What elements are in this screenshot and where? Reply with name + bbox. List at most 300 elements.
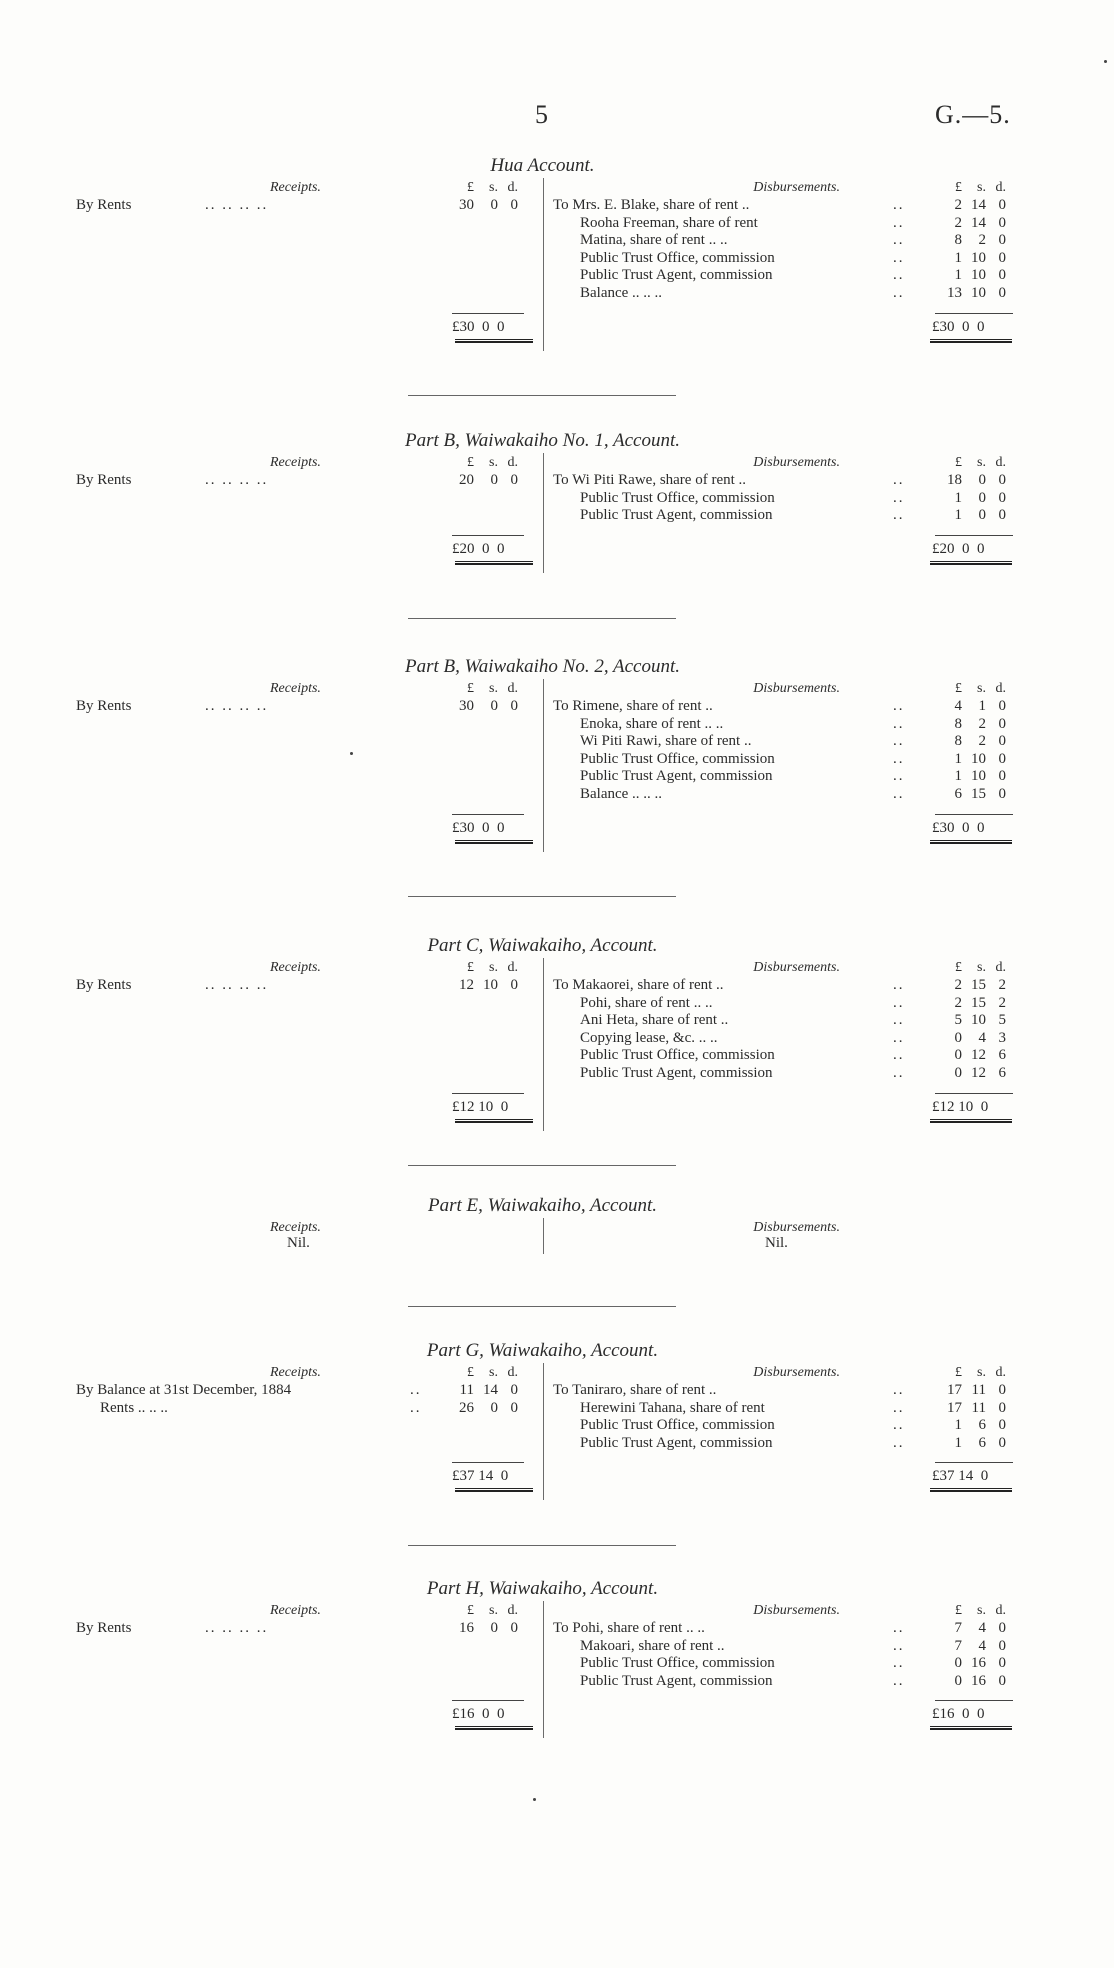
disbursement-leader-dots: .. (893, 1399, 905, 1416)
disbursement-label: To Pohi, share of rent .. .. (553, 1620, 705, 1636)
disbursements-heading: Disbursements. (753, 1603, 840, 1618)
disbursement-amount (940, 215, 1006, 232)
pence-cell: 6 (998, 1065, 1006, 1081)
receipts-heading: Receipts. (270, 455, 321, 470)
shillings-cell: s. (977, 180, 986, 195)
pounds-cell: £ (955, 180, 962, 195)
pounds-cell: 8 (954, 232, 962, 249)
disbursement-leader-dots: .. (893, 214, 905, 231)
pence-cell: d. (507, 960, 518, 975)
pence-cell: 0 (998, 1620, 1006, 1636)
disbursement-leader-dots: .. (893, 994, 905, 1011)
print-speck (350, 752, 353, 755)
disbursement-amount (940, 267, 1006, 284)
disbursement-leader-dots: .. (893, 1382, 905, 1398)
pounds-cell: 1 (954, 1434, 962, 1451)
disbursement-amount (940, 285, 1006, 302)
column-divider (543, 453, 544, 573)
account-title: Hua Account. (490, 155, 595, 176)
pounds-cell: 18 (947, 472, 962, 488)
disbursement-leader-dots: .. (893, 977, 905, 993)
receipt-leader-dots: .. .. .. .. (205, 1620, 269, 1636)
receipts-heading: Receipts. (270, 681, 321, 696)
receipt-leader-dots: .. .. .. .. (205, 197, 269, 213)
disbursement-leader-dots: .. (893, 1637, 905, 1654)
column-divider (543, 1218, 544, 1254)
disbursement-leader-dots: .. (893, 1047, 905, 1064)
receipts-heading: Receipts. (270, 1603, 321, 1618)
disbursements-total: £20 0 0 (932, 540, 985, 557)
shillings-cell: s. (489, 681, 498, 696)
account-title: Part E, Waiwakaiho, Account. (427, 1195, 658, 1216)
disbursement-leader-dots: .. (893, 507, 905, 524)
shillings-cell: s. (489, 455, 498, 470)
pounds-cell: 6 (954, 786, 962, 802)
pence-cell: d. (995, 1365, 1006, 1380)
shillings-cell: 15 (971, 786, 986, 802)
pence-cell: 0 (998, 1655, 1006, 1672)
column-divider (543, 1363, 544, 1500)
disbursement-amount (940, 507, 1006, 524)
disbursements-double-rule (930, 339, 1012, 343)
receipts-total: £30 0 0 (452, 819, 505, 836)
shillings-cell: s. (489, 180, 498, 195)
shillings-cell: 2 (978, 733, 986, 750)
shillings-cell: s. (977, 960, 986, 975)
disbursement-leader-dots: .. (893, 698, 905, 714)
shillings-cell: 0 (978, 489, 986, 506)
shillings-cell: 10 (971, 768, 986, 785)
shillings-cell: 0 (490, 197, 498, 213)
disbursement-label: Pohi, share of rent .. .. (580, 994, 713, 1011)
shillings-cell: 12 (971, 1065, 986, 1081)
pence-cell: 0 (510, 1399, 518, 1416)
pence-cell: 0 (998, 1434, 1006, 1451)
pounds-cell: £ (467, 1365, 474, 1380)
disbursements-nil: Nil. (765, 1235, 788, 1251)
disbursement-label: Wi Piti Rawi, share of rent .. (580, 733, 752, 750)
pence-cell: 0 (998, 249, 1006, 266)
disbursement-amount (940, 1047, 1006, 1064)
disbursement-leader-dots: .. (893, 1655, 905, 1672)
disbursement-leader-dots: .. (893, 1672, 905, 1689)
disbursement-leader-dots: .. (893, 1417, 905, 1434)
shillings-cell: 0 (490, 698, 498, 714)
disbursement-amount (940, 716, 1006, 733)
receipts-total: £30 0 0 (452, 318, 505, 335)
receipts-sum-rule (452, 1462, 524, 1463)
shillings-cell: 1 (978, 698, 986, 714)
disbursement-label: Public Trust Agent, commission (580, 1434, 773, 1451)
pence-cell: d. (995, 681, 1006, 696)
shillings-cell: 2 (978, 715, 986, 732)
account-separator (408, 618, 676, 619)
disbursement-label: Public Trust Agent, commission (580, 507, 773, 524)
receipt-label: By Rents (76, 1620, 132, 1636)
shillings-cell: s. (489, 1603, 498, 1618)
disbursement-amount (940, 1030, 1006, 1047)
disbursement-leader-dots: .. (893, 768, 905, 785)
receipt-leader-dots: .. .. .. .. (205, 472, 269, 488)
disbursements-heading: Disbursements. (753, 1220, 840, 1235)
pence-cell: 6 (998, 1047, 1006, 1064)
shillings-cell: s. (489, 960, 498, 975)
pence-cell: 0 (510, 1382, 518, 1398)
shillings-cell: 10 (971, 1012, 986, 1029)
pounds-cell: £ (467, 1603, 474, 1618)
shillings-cell: 16 (971, 1655, 986, 1672)
disbursement-label: Rooha Freeman, share of rent (580, 214, 758, 231)
shillings-cell: 4 (978, 1029, 986, 1046)
shillings-cell: 15 (971, 994, 986, 1011)
page-number: 5 (535, 100, 548, 129)
disbursements-column-heads (940, 455, 1006, 471)
receipt-amount (452, 472, 518, 489)
disbursements-column-heads (940, 180, 1006, 196)
receipts-column-heads (452, 960, 518, 976)
receipt-leader-dots: .. (410, 1382, 422, 1398)
receipt-amount (452, 197, 518, 214)
pence-cell: 0 (998, 1399, 1006, 1416)
disbursement-amount (940, 1065, 1006, 1082)
receipt-amount (452, 1400, 518, 1417)
pounds-cell: 2 (954, 214, 962, 231)
pounds-cell: 17 (947, 1382, 962, 1398)
pounds-cell: £ (955, 960, 962, 975)
pence-cell: 0 (998, 197, 1006, 213)
pounds-cell: 2 (954, 994, 962, 1011)
pence-cell: 0 (510, 472, 518, 488)
disbursements-sum-rule (935, 313, 1013, 314)
disbursement-label: To Wi Piti Rawe, share of rent .. (553, 472, 747, 488)
pence-cell: d. (995, 960, 1006, 975)
shillings-cell: 0 (490, 1620, 498, 1636)
account-title: Part G, Waiwakaiho, Account. (426, 1340, 659, 1361)
disbursement-label: Public Trust Office, commission (580, 1655, 775, 1672)
receipts-sum-rule (452, 814, 524, 815)
pence-cell: 0 (998, 214, 1006, 231)
disbursement-amount (940, 1435, 1006, 1452)
account-title: Part B, Waiwakaiho No. 1, Account. (405, 430, 680, 451)
shillings-cell: 6 (978, 1434, 986, 1451)
disbursement-amount (940, 768, 1006, 785)
shillings-cell: 14 (971, 197, 986, 213)
account-separator (408, 1165, 676, 1166)
receipt-amount (452, 1620, 518, 1637)
disbursement-amount (940, 1638, 1006, 1655)
disbursement-label: Ani Heta, share of rent .. (580, 1012, 729, 1029)
disbursement-label: Public Trust Agent, commission (580, 267, 773, 284)
receipts-column-heads (452, 1365, 518, 1381)
disbursement-leader-dots: .. (893, 232, 905, 249)
disbursement-amount (940, 1673, 1006, 1690)
pounds-cell: 5 (954, 1012, 962, 1029)
receipts-double-rule (455, 1726, 533, 1730)
column-divider (543, 178, 544, 351)
receipts-sum-rule (452, 1093, 524, 1094)
pounds-cell: £ (467, 681, 474, 696)
receipt-amount (452, 1382, 518, 1399)
disbursement-leader-dots: .. (893, 733, 905, 750)
disbursements-double-rule (930, 561, 1012, 565)
account-separator (408, 395, 676, 396)
pounds-cell: 1 (954, 750, 962, 767)
disbursement-amount (940, 995, 1006, 1012)
receipt-amount (452, 977, 518, 994)
shillings-cell: 4 (978, 1620, 986, 1636)
account-separator (408, 1545, 676, 1546)
shillings-cell: s. (489, 1365, 498, 1380)
shillings-cell: 10 (971, 267, 986, 284)
pounds-cell: 1 (954, 267, 962, 284)
pence-cell: 0 (998, 472, 1006, 488)
disbursements-sum-rule (935, 1093, 1013, 1094)
disbursement-amount (940, 1012, 1006, 1029)
pounds-cell: 1 (954, 1417, 962, 1434)
receipts-heading: Receipts. (270, 1220, 321, 1235)
pence-cell: 0 (998, 715, 1006, 732)
pounds-cell: 30 (459, 698, 474, 714)
column-divider (543, 1601, 544, 1738)
disbursement-label: Public Trust Office, commission (580, 1047, 775, 1064)
disbursement-label: Balance .. .. .. (580, 786, 663, 802)
disbursements-heading: Disbursements. (753, 681, 840, 696)
pence-cell: 0 (998, 750, 1006, 767)
disbursement-leader-dots: .. (893, 472, 905, 488)
disbursement-leader-dots: .. (893, 715, 905, 732)
disbursements-total: £12 10 0 (932, 1098, 989, 1115)
disbursements-heading: Disbursements. (753, 180, 840, 195)
disbursements-heading: Disbursements. (753, 455, 840, 470)
pence-cell: d. (995, 180, 1006, 195)
shillings-cell: 6 (978, 1417, 986, 1434)
disbursement-leader-dots: .. (893, 489, 905, 506)
disbursements-total: £16 0 0 (932, 1706, 985, 1723)
disbursement-amount (940, 232, 1006, 249)
pounds-cell: 2 (954, 977, 962, 993)
disbursement-amount (940, 733, 1006, 750)
disbursement-leader-dots: .. (893, 1065, 905, 1081)
document-reference: G.—5. (935, 100, 1011, 129)
receipts-column-heads (452, 681, 518, 697)
account-title: Part B, Waiwakaiho No. 2, Account. (405, 656, 680, 677)
pounds-cell: 26 (459, 1399, 474, 1416)
pence-cell: 3 (998, 1029, 1006, 1046)
disbursements-double-rule (930, 1726, 1012, 1730)
disbursement-leader-dots: .. (893, 285, 905, 301)
pounds-cell: 17 (947, 1399, 962, 1416)
shillings-cell: 11 (971, 1382, 986, 1398)
receipts-heading: Receipts. (270, 180, 321, 195)
shillings-cell: 0 (490, 472, 498, 488)
pounds-cell: £ (467, 960, 474, 975)
disbursements-total: £30 0 0 (932, 819, 985, 836)
receipts-double-rule (455, 561, 533, 565)
disbursements-heading: Disbursements. (753, 960, 840, 975)
shillings-cell: 16 (971, 1672, 986, 1689)
receipts-double-rule (455, 1488, 533, 1492)
pounds-cell: 11 (459, 1382, 474, 1398)
disbursement-label: Public Trust Agent, commission (580, 768, 773, 785)
disbursement-label: To Taniraro, share of rent .. (553, 1382, 717, 1398)
shillings-cell: s. (977, 1603, 986, 1618)
disbursement-label: Public Trust Office, commission (580, 750, 775, 767)
pence-cell: 0 (998, 786, 1006, 802)
pence-cell: 2 (998, 994, 1006, 1011)
account-title: Part H, Waiwakaiho, Account. (426, 1578, 659, 1599)
pounds-cell: 1 (954, 507, 962, 524)
disbursement-label: Herewini Tahana, share of rent (580, 1399, 765, 1416)
shillings-cell: 10 (483, 977, 498, 993)
shillings-cell: s. (977, 681, 986, 696)
pence-cell: d. (507, 180, 518, 195)
print-speck (1104, 60, 1107, 63)
shillings-cell: 15 (971, 977, 986, 993)
disbursements-column-heads (940, 681, 1006, 697)
receipts-total: £20 0 0 (452, 540, 505, 557)
receipts-double-rule (455, 840, 533, 844)
pence-cell: d. (507, 455, 518, 470)
disbursements-column-heads (940, 1603, 1006, 1619)
pence-cell: 0 (998, 267, 1006, 284)
receipts-heading: Receipts. (270, 1365, 321, 1380)
pounds-cell: 8 (954, 733, 962, 750)
pence-cell: 0 (998, 1417, 1006, 1434)
disbursement-label: To Rimene, share of rent .. (553, 698, 713, 714)
pence-cell: 0 (998, 507, 1006, 524)
pounds-cell: £ (955, 1603, 962, 1618)
pounds-cell: 13 (947, 285, 962, 301)
disbursements-total: £37 14 0 (932, 1468, 989, 1485)
pence-cell: 0 (510, 698, 518, 714)
disbursement-label: Public Trust Office, commission (580, 1417, 775, 1434)
receipt-label: By Rents (76, 698, 132, 714)
shillings-cell: 0 (978, 472, 986, 488)
disbursement-amount (940, 250, 1006, 267)
disbursement-leader-dots: .. (893, 1434, 905, 1451)
pence-cell: 0 (998, 1672, 1006, 1689)
account-title: Part C, Waiwakaiho, Account. (427, 935, 658, 956)
receipts-column-heads (452, 180, 518, 196)
receipts-column-heads (452, 1603, 518, 1619)
disbursement-amount (940, 472, 1006, 489)
receipts-nil: Nil. (287, 1235, 310, 1251)
receipt-label: By Rents (76, 977, 132, 993)
disbursement-label: Copying lease, &c. .. .. (580, 1029, 718, 1046)
disbursements-column-heads (940, 960, 1006, 976)
disbursements-sum-rule (935, 1700, 1013, 1701)
receipts-heading: Receipts. (270, 960, 321, 975)
disbursement-amount (940, 1382, 1006, 1399)
disbursement-amount (940, 197, 1006, 214)
disbursement-label: Public Trust Office, commission (580, 489, 775, 506)
disbursement-label: Balance .. .. .. (580, 285, 663, 301)
pence-cell: 0 (998, 489, 1006, 506)
shillings-cell: 14 (971, 214, 986, 231)
pounds-cell: 8 (954, 715, 962, 732)
disbursement-label: To Makaorei, share of rent .. (553, 977, 724, 993)
disbursement-amount (940, 1400, 1006, 1417)
pounds-cell: £ (955, 455, 962, 470)
pence-cell: 0 (998, 1637, 1006, 1654)
shillings-cell: 0 (490, 1399, 498, 1416)
receipt-leader-dots: .. (410, 1399, 422, 1416)
receipts-total: £37 14 0 (452, 1468, 509, 1485)
disbursement-amount (940, 490, 1006, 507)
receipts-column-heads (452, 455, 518, 471)
disbursement-amount (940, 1655, 1006, 1672)
disbursements-double-rule (930, 1119, 1012, 1123)
disbursement-leader-dots: .. (893, 750, 905, 767)
pounds-cell: 7 (954, 1637, 962, 1654)
shillings-cell: 4 (978, 1637, 986, 1654)
disbursement-label: Public Trust Agent, commission (580, 1672, 773, 1689)
pounds-cell: £ (467, 455, 474, 470)
pounds-cell: 1 (954, 249, 962, 266)
pence-cell: 0 (998, 232, 1006, 249)
pounds-cell: £ (467, 180, 474, 195)
account-separator (408, 1306, 676, 1307)
pounds-cell: 0 (954, 1672, 962, 1689)
disbursement-amount (940, 698, 1006, 715)
account-separator (408, 896, 676, 897)
receipts-total: £16 0 0 (452, 1706, 505, 1723)
pence-cell: 0 (510, 1620, 518, 1636)
pence-cell: 0 (998, 1382, 1006, 1398)
disbursement-label: Enoka, share of rent .. .. (580, 715, 724, 732)
pence-cell: 0 (998, 768, 1006, 785)
disbursement-leader-dots: .. (893, 1012, 905, 1029)
shillings-cell: 2 (978, 232, 986, 249)
disbursements-double-rule (930, 840, 1012, 844)
pounds-cell: 0 (954, 1655, 962, 1672)
disbursements-sum-rule (935, 814, 1013, 815)
shillings-cell: s. (977, 455, 986, 470)
disbursement-leader-dots: .. (893, 1029, 905, 1046)
receipts-double-rule (455, 339, 533, 343)
disbursement-amount (940, 786, 1006, 803)
pounds-cell: 1 (954, 489, 962, 506)
print-speck (533, 1798, 536, 1801)
pence-cell: d. (507, 681, 518, 696)
disbursement-label: Makoari, share of rent .. (580, 1637, 725, 1654)
receipt-label: By Rents (76, 472, 132, 488)
disbursement-amount (940, 1417, 1006, 1434)
disbursement-amount (940, 751, 1006, 768)
disbursement-label: To Mrs. E. Blake, share of rent .. (553, 197, 750, 213)
pounds-cell: 2 (954, 197, 962, 213)
pence-cell: 0 (998, 285, 1006, 301)
shillings-cell: s. (977, 1365, 986, 1380)
disbursements-total: £30 0 0 (932, 318, 985, 335)
disbursements-double-rule (930, 1488, 1012, 1492)
receipt-label: By Balance at 31st December, 1884 (76, 1382, 292, 1398)
disbursement-amount (940, 1620, 1006, 1637)
shillings-cell: 12 (971, 1047, 986, 1064)
shillings-cell: 11 (971, 1399, 986, 1416)
disbursement-label: Matina, share of rent .. .. (580, 232, 728, 249)
pence-cell: 2 (998, 977, 1006, 993)
shillings-cell: 10 (971, 750, 986, 767)
disbursement-leader-dots: .. (893, 197, 905, 213)
pence-cell: d. (507, 1365, 518, 1380)
shillings-cell: 0 (978, 507, 986, 524)
disbursement-leader-dots: .. (893, 267, 905, 284)
pounds-cell: 1 (954, 768, 962, 785)
column-divider (543, 679, 544, 852)
page-header (0, 100, 1114, 140)
pounds-cell: £ (955, 681, 962, 696)
